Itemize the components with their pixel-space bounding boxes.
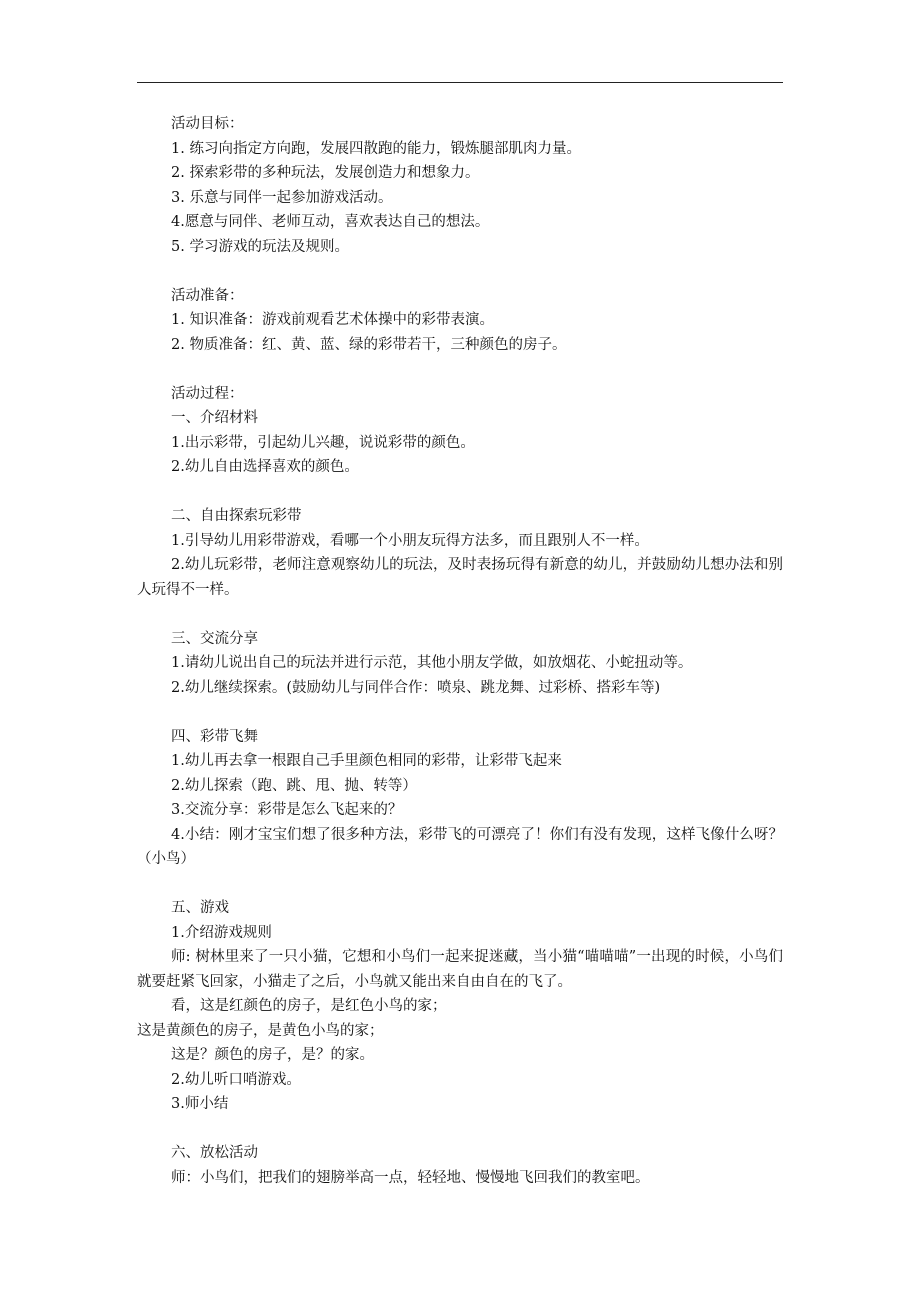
section3-title: 三、交流分享	[171, 630, 258, 647]
section4-title: 四、彩带飞舞	[171, 728, 258, 745]
goal-item-2: 2. 探索彩带的多种玩法，发展创造力和想象力。	[171, 165, 480, 181]
prep-item-2: 2. 物质准备：红、黄、蓝、绿的彩带若干，三种颜色的房子。	[171, 336, 567, 353]
section1-item-1: 1.出示彩带，引起幼儿兴趣，说说彩带的颜色。	[171, 434, 475, 451]
spacer	[137, 602, 783, 627]
section5-item-5: 这是？颜色的房子，是？的家。	[171, 1047, 374, 1063]
section5-item-6: 2.幼儿听口哨游戏。	[171, 1071, 301, 1088]
section1-item-2: 2.幼儿自由选择喜欢的颜色。	[171, 459, 359, 475]
section4-item-4: 4.小结：刚才宝宝们想了很多种方法，彩带飞的可漂亮了！你们有没有发现，这样飞像什么呀？（小鸟）	[137, 826, 783, 867]
spacer	[137, 700, 783, 725]
prep-item-1: 1. 知识准备：游戏前观看艺术体操中的彩带表演。	[171, 312, 494, 328]
header-rule	[137, 82, 783, 83]
section4-item-2: 2.幼儿探索（跑、跳、甩、抛、转等）	[171, 777, 417, 794]
goal-item-3: 3. 乐意与同伴一起参加游戏活动。	[171, 189, 393, 206]
goals-heading: 活动目标：	[171, 116, 244, 132]
spacer	[137, 259, 783, 284]
spacer	[137, 357, 783, 382]
section5-item-4: 这是黄颜色的房子，是黄色小鸟的家；	[137, 1022, 384, 1039]
section1-title: 一、介绍材料	[171, 410, 258, 426]
section3-item-1: 1.请幼儿说出自己的玩法并进行示范，其他小朋友学做，如放烟花、小蛇扭动等。	[171, 655, 693, 671]
prep-heading: 活动准备：	[171, 287, 244, 304]
section5-item-7: 3.师小结	[171, 1096, 229, 1112]
section6-title: 六、放松活动	[171, 1145, 258, 1161]
spacer	[137, 1117, 783, 1142]
spacer	[137, 480, 783, 505]
section4-item-3: 3.交流分享：彩带是怎么飞起来的？	[171, 802, 403, 818]
goal-item-5: 5. 学习游戏的玩法及规则。	[171, 238, 349, 255]
section5-item-2: 师: 树林里来了一只小猫，它想和小鸟们一起来捉迷藏，当小猫“喵喵喵”一出现的时候，小鸟们就要赶紧飞回家，小猫走了之后，小鸟就又能出来自由自在的飞了。	[137, 949, 783, 990]
section2-item-2: 2.幼儿玩彩带，老师注意观察幼儿的玩法，及时表扬玩得有新意的幼儿，并鼓励幼儿想办法和别人玩得不一样。	[137, 557, 783, 598]
section2-title: 二、自由探索玩彩带	[171, 508, 302, 524]
section2-item-1: 1.引导幼儿用彩带游戏，看哪一个小朋友玩得方法多，而且跟别人不一样。	[171, 532, 649, 549]
section5-title: 五、游戏	[171, 900, 229, 916]
section4-item-1: 1.幼儿再去拿一根跟自己手里颜色相同的彩带，让彩带飞起来	[171, 753, 562, 769]
document-body	[137, 112, 783, 1190]
goal-item-4: 4.愿意与同伴、老师互动，喜欢表达自己的想法。	[171, 214, 490, 230]
spacer	[137, 872, 783, 897]
process-heading: 活动过程：	[171, 385, 244, 402]
section3-item-2: 2.幼儿继续探索。(鼓励幼儿与同伴合作：喷泉、跳龙舞、过彩桥、搭彩车等)	[171, 679, 661, 696]
goal-item-1: 1. 练习向指定方向跑，发展四散跑的能力，锻炼腿部肌肉力量。	[171, 140, 581, 157]
section5-item-1: 1.介绍游戏规则	[171, 924, 272, 941]
section6-item-1: 师：小鸟们，把我们的翅膀举高一点，轻轻地、慢慢地飞回我们的教室吧。	[171, 1169, 650, 1186]
section5-item-3: 看，这是红颜色的房子，是红色小鸟的家；	[171, 998, 447, 1014]
